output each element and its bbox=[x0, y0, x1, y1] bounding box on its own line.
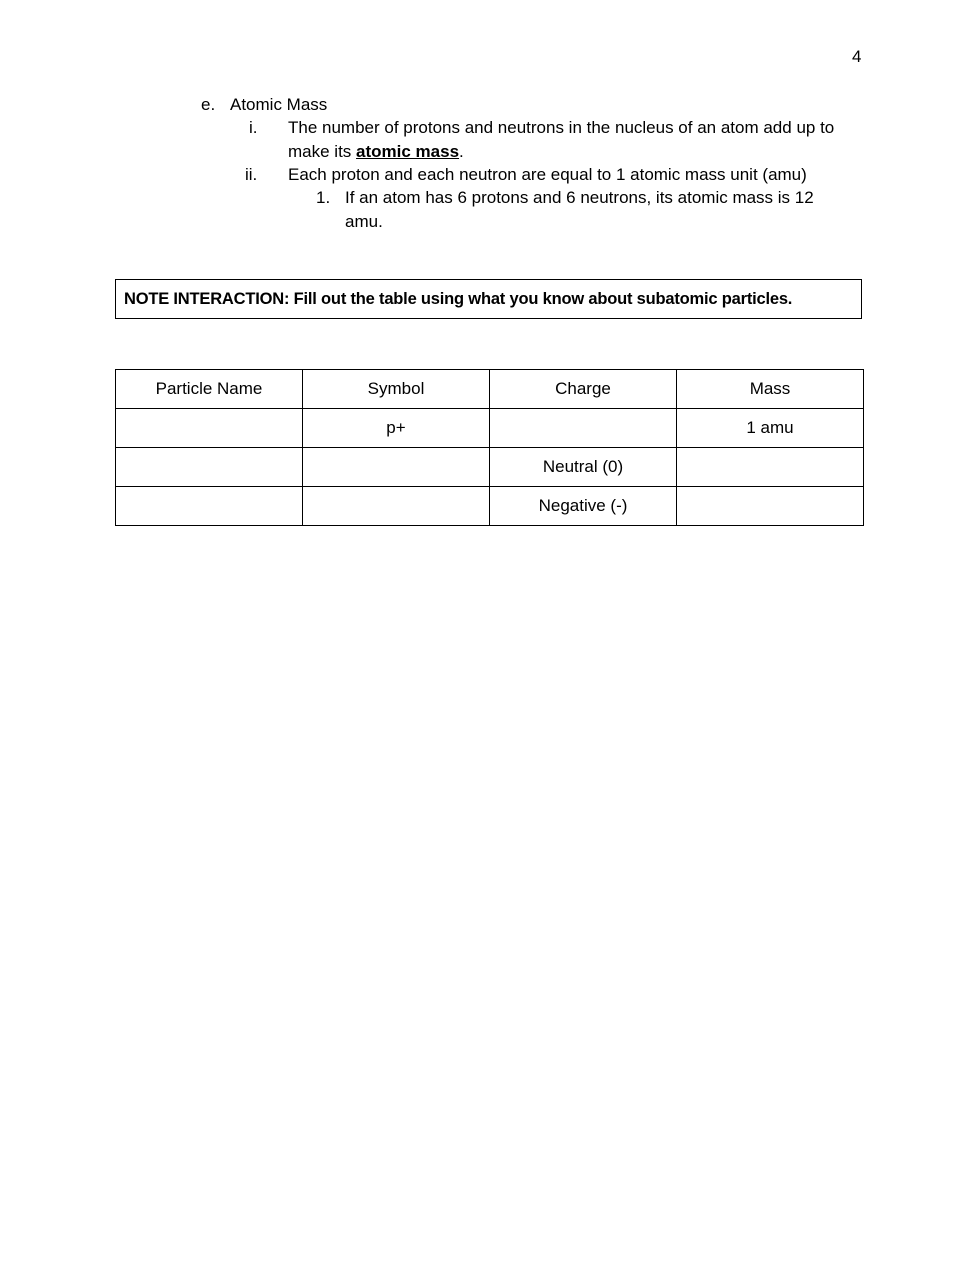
header-symbol: Symbol bbox=[303, 370, 490, 409]
note-interaction-box bbox=[115, 279, 862, 319]
outline-item-i-line1: The number of protons and neutrons in the nucleus of an atom add up to bbox=[288, 118, 835, 137]
outline-marker-ii: ii. bbox=[245, 165, 258, 184]
note-interaction-text: NOTE INTERACTION: Fill out the table using what you know about subatomic particles. bbox=[124, 289, 793, 308]
outline-marker-i: i. bbox=[249, 118, 258, 137]
section-heading: Atomic Mass bbox=[230, 95, 328, 114]
page-number: 4 bbox=[852, 47, 862, 66]
outline-item-1-line2: amu. bbox=[345, 212, 383, 231]
table-cell: 1 amu bbox=[677, 409, 864, 448]
table-cell[interactable] bbox=[677, 487, 864, 526]
table-cell: Neutral (0) bbox=[490, 448, 677, 487]
table-row bbox=[116, 487, 864, 526]
header-charge: Charge bbox=[490, 370, 677, 409]
outline-marker-e: e. bbox=[201, 95, 216, 114]
outline-marker-1: 1. bbox=[316, 188, 331, 207]
table-cell[interactable] bbox=[303, 487, 490, 526]
table-cell[interactable] bbox=[116, 487, 303, 526]
table-cell: Negative (-) bbox=[490, 487, 677, 526]
subatomic-particles-table bbox=[115, 369, 864, 526]
table-cell: p+ bbox=[303, 409, 490, 448]
line2-prefix: make its bbox=[288, 142, 357, 161]
table-cell[interactable] bbox=[116, 448, 303, 487]
line2-suffix: . bbox=[459, 142, 464, 161]
outline-item-ii: Each proton and each neutron are equal to 1 atomic mass unit (amu) bbox=[288, 165, 807, 184]
table-row bbox=[116, 409, 864, 448]
header-mass: Mass bbox=[677, 370, 864, 409]
table-cell[interactable] bbox=[490, 409, 677, 448]
table-cell[interactable] bbox=[116, 409, 303, 448]
outline-item-i-line2 bbox=[288, 140, 464, 163]
table-header-row bbox=[116, 370, 864, 409]
header-particle-name: Particle Name bbox=[116, 370, 303, 409]
table-cell[interactable] bbox=[677, 448, 864, 487]
table-row bbox=[116, 448, 864, 487]
table-cell[interactable] bbox=[303, 448, 490, 487]
atomic-mass-term: atomic mass bbox=[356, 142, 460, 161]
outline-item-1-line1: If an atom has 6 protons and 6 neutrons, its atomic mass is 12 bbox=[345, 188, 814, 207]
